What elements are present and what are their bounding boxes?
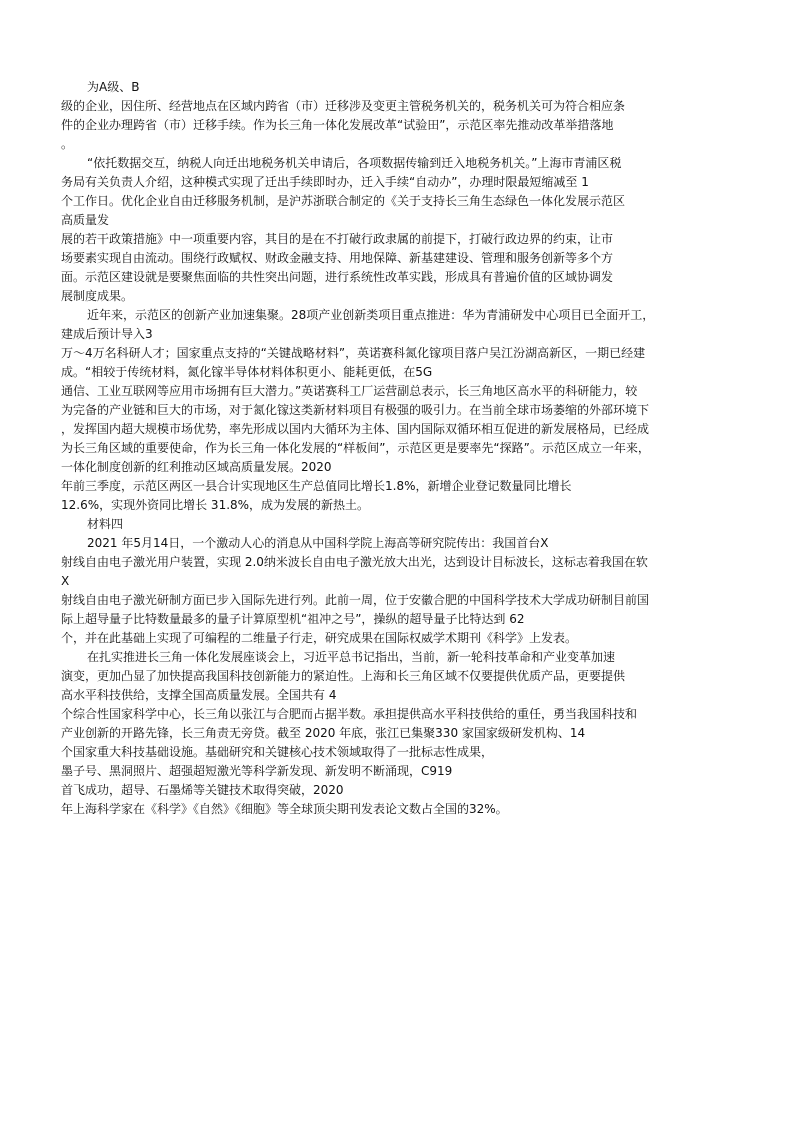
section-heading: 材料四 bbox=[87, 517, 124, 531]
text-line: 务局有关负责人介绍，这种模式实现了迁出手续即时办，迁入手续“自动办”，办理时限最短缩减至 1 bbox=[61, 175, 589, 189]
text-line: 近年来，示范区的创新产业加速集聚。28项产业创新类项目重点推进：华为青浦研发中心项目已全面开工， bbox=[87, 308, 655, 322]
text-line: 一体化制度创新的红利推动区域高质量发展。2020 bbox=[61, 460, 332, 474]
text-line: 高质量发 bbox=[61, 213, 110, 227]
text-line: 成。“相较于传统材料，氮化镓半导体材料体积更小、能耗更低，在5G bbox=[61, 365, 433, 379]
text-line: 场要素实现自由流动。围绕行政赋权、财政金融支持、用地保障、新基建建设、管理和服务创新等多个方 bbox=[61, 251, 614, 265]
text-line: 际上超导量子比特数量最多的量子计算原型机“祖冲之号”，操纵的超导量子比特达到 62 bbox=[61, 612, 525, 626]
text-line: 演变，更加凸显了加快提高我国科技创新能力的紧迫性。上海和长三角区域不仅要提供优质产品，更要提供 bbox=[61, 669, 626, 683]
text-line: 在扎实推进长三角一体化发展座谈会上，习近平总书记指出，当前，新一轮科技革命和产业变革加速 bbox=[87, 650, 616, 664]
text-line: 2021 年5月14日，一个激动人心的消息从中国科学院上海高等研究院传出：我国首台X bbox=[87, 536, 549, 550]
text-line: 年上海科学家在《科学》《自然》《细胞》等全球顶尖期刊发表论文数占全国的32%。 bbox=[61, 802, 508, 816]
text-line: 射线自由电子激光用户装置，实现 2.0纳米波长自由电子激光放大出光，达到设计目标波长，这标志着我国在软 bbox=[61, 555, 648, 569]
text-line: 产业创新的开路先锋，长三角责无旁贷。截至 2020 年底，张江已集聚330 家国家级研发机构、14 bbox=[61, 726, 586, 740]
text-line: 12.6%，实现外资同比增长 31.8%，成为发展的新热土。 bbox=[61, 498, 370, 512]
text-line: 为长三角区域的重要使命，作为长三角一体化发展的“样板间”，示范区更是要率先“探路”。示范区成立一年来， bbox=[61, 441, 650, 455]
text-line: 展的若干政策措施》中一项重要内容，其目的是在不打破行政隶属的前提下，打破行政边界的约束，让市 bbox=[61, 232, 614, 246]
text-line: 为完备的产业链和巨大的市场，对于氮化镓这类新材料项目有极强的吸引力。在当前全球市场萎缩的外部环境下 bbox=[61, 403, 650, 417]
text-line: 个国家重大科技基础设施。基础研究和关键核心技术领域取得了一批标志性成果， bbox=[61, 745, 494, 759]
text-line: 个，并在此基础上实现了可编程的二维量子行走，研究成果在国际权威学术期刊《科学》上发表。 bbox=[61, 631, 578, 645]
text-line: 面。示范区建设就是要聚焦面临的共性突出问题，进行系统性改革实践，形成具有普遍价值的区域协调发 bbox=[61, 270, 614, 284]
text-line: 级的企业，因住所、经营地点在区域内跨省（市）迁移涉及变更主管税务机关的，税务机关可为符合相应条 bbox=[61, 99, 626, 113]
text-line: 个综合性国家科学中心，长三角以张江与合肥而占据半数。承担提供高水平科技供给的重任，勇当我国科技和 bbox=[61, 707, 638, 721]
text-line: 为A级、B bbox=[87, 80, 140, 94]
text-line: 展制度成果。 bbox=[61, 289, 134, 303]
text-line: 个工作日。优化企业自由迁移服务机制，是沪苏浙联合制定的《关于支持长三角生态绿色一体化发展示范区 bbox=[61, 194, 626, 208]
text-line: 高水平科技供给，支撑全国高质量发展。全国共有 4 bbox=[61, 688, 337, 702]
text-line: ，发挥国内超大规模市场优势，率先形成以国内大循环为主体、国内国际双循环相互促进的新发展格局，已经成 bbox=[61, 422, 650, 436]
text-line: 墨子号、黑洞照片、超强超短激光等科学新发现、新发明不断涌现，C919 bbox=[61, 764, 453, 778]
text-line: 万～4万名科研人才；国家重点支持的“关键战略材料”，英诺赛科氮化镓项目落户吴江汾湖高新区，一期已经建 bbox=[61, 346, 646, 360]
text-line: “依托数据交互，纳税人向迁出地税务机关申请后，各项数据传输到迁入地税务机关。”上海市青浦区税 bbox=[87, 156, 622, 170]
text-line: 首飞成功，超导、石墨烯等关键技术取得突破，2020 bbox=[61, 783, 344, 797]
text-line: 建成后预计导入3 bbox=[61, 327, 153, 341]
text-line: 通信、工业互联网等应用市场拥有巨大潜力。”英诺赛科工厂运营副总表示，长三角地区高水平的科研能力，较 bbox=[61, 384, 638, 398]
text-line: X bbox=[61, 574, 70, 588]
text-line: 年前三季度，示范区两区一县合计实现地区生产总值同比增长1.8%，新增企业登记数量同比增长 bbox=[61, 479, 572, 493]
text-line: 件的企业办理跨省（市）迁移手续。作为长三角一体化发展改革“试验田”，示范区率先推动改革举措落地 bbox=[61, 118, 614, 132]
text-line: 。 bbox=[61, 137, 74, 151]
text-line: 射线自由电子激光研制方面已步入国际先进行列。此前一周，位于安徽合肥的中国科学技术大学成功研制目前国 bbox=[61, 593, 650, 607]
